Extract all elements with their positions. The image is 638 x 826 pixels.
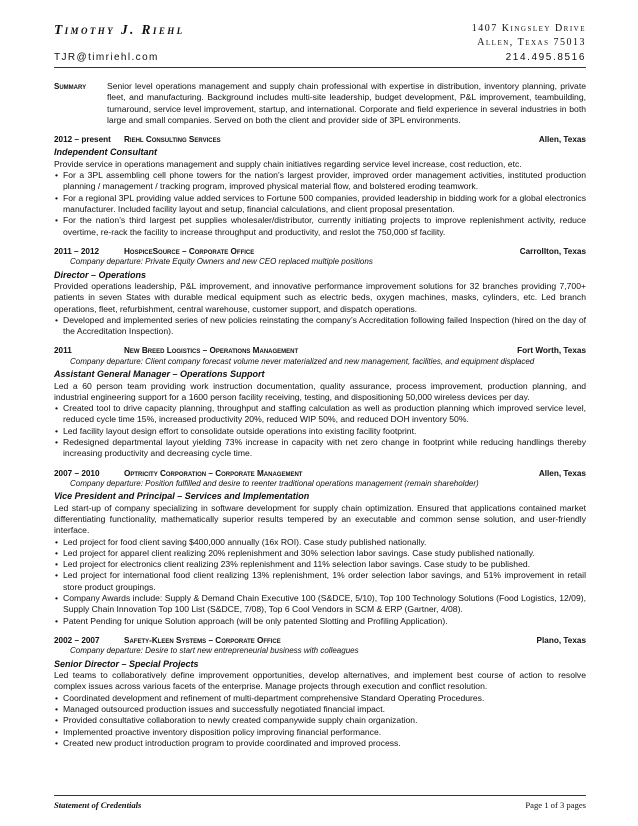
achievement-item: • For a 3PL assembling cell phone towers for the nation’s largest provider, improved order management activities, instituted production planning / management / tracking program, improved physical material flow, and bolstered eroding teamwork. <box>63 170 586 193</box>
job-achievements <box>54 403 586 459</box>
job-title: Vice President and Principal – Services and Implementation <box>54 491 310 502</box>
job-dates: 2002 – 2007 <box>54 635 100 645</box>
job-achievements <box>54 170 586 238</box>
achievement-item: • Led project for apparel client realizing 20% replenishment and 30% selection labor savings. Case study published nationally. <box>63 548 586 559</box>
job-achievements <box>54 693 586 749</box>
job-location: Carrollton, Texas <box>519 246 586 256</box>
achievement-item: • Company Awards include: Supply & Demand Chain Executive 100 (S&DCE, 5/10), Top 100 Technology Solutions (Food Logistics, 12/09), Supply Chain Innovation Top 100 List (S&DCE, 7/08), Top 6 Cool Vendors in SCM & ERP (Gartner, 4/08). <box>63 593 586 616</box>
job-location: Plano, Texas <box>536 635 586 645</box>
achievement-item: • Led facility layout design effort to consolidate outside operations into existing facility footprint. <box>63 426 586 437</box>
email-address[interactable]: TJR@timriehl.com <box>54 52 159 63</box>
summary-section <box>54 81 586 126</box>
experience-section <box>54 134 586 749</box>
achievement-item: • Provided consultative collaboration to newly created companywide supply chain organization. <box>63 715 586 726</box>
job-entry <box>54 635 586 749</box>
job-departure-note: Company departure: Desire to start new entrepreneurial business with colleagues <box>70 646 359 656</box>
job-dates: 2011 <box>54 346 72 356</box>
resume-body <box>54 81 586 749</box>
job-header-left <box>54 468 302 479</box>
job-entry <box>54 134 586 238</box>
achievement-item: • Redesigned departmental layout yielding 73% increase in capacity with net zero change in footprint while reducing handlings thereby increasing productivity and decreasing cycle time. <box>63 437 586 460</box>
job-header <box>54 345 586 356</box>
page-number: Page 1 of 3 pages <box>525 800 586 810</box>
job-achievements <box>54 315 586 338</box>
footer-document-title: Statement of Credentials <box>54 800 142 810</box>
candidate-name: Timothy J. Riehl <box>54 22 185 37</box>
job-dates: 2012 – present <box>54 135 111 145</box>
address-line-2: Allen, Texas 75013 <box>477 37 586 48</box>
mailing-address <box>472 22 586 50</box>
job-header-left <box>54 134 221 145</box>
job-entry <box>54 345 586 459</box>
achievement-item: • Patent Pending for unique Solution approach (will be only patented Slotting and Profiling Application). <box>63 616 586 627</box>
phone-number: 214.495.8516 <box>505 52 586 63</box>
job-header-left <box>54 345 298 356</box>
achievement-item: • Created tool to drive capacity planning, throughput and staffing calculation as well as production planning which improved service level, reduced cycle time 15%, increased productivity 20%, reduced WIP 50%, and reduced DOH inventory 50%. <box>63 403 586 426</box>
job-location: Fort Worth, Texas <box>517 346 586 356</box>
job-entry <box>54 468 586 627</box>
summary-label: Summary <box>54 82 87 91</box>
achievement-item: • Coordinated development and refinement of multi-department comprehensive Standard Operating Procedures. <box>63 693 586 704</box>
job-company: Optricity Corporation – Corporate Management <box>124 468 303 478</box>
header-divider <box>54 67 586 68</box>
job-title: Assistant General Manager – Operations Support <box>54 369 265 380</box>
job-dates: 2011 – 2012 <box>54 246 100 256</box>
achievement-item: • Implemented proactive inventory disposition policy improving financial performance. <box>63 727 586 738</box>
job-location: Allen, Texas <box>538 135 586 145</box>
job-title: Senior Director – Special Projects <box>54 658 199 669</box>
job-company: Safety-Kleen Systems – Corporate Office <box>124 635 281 645</box>
job-description: Led teams to collaboratively define improvement opportunities, develop alternatives, and implement best course of action to resolve complex issues across various facets of the enterprise. Manage projects through execution and conflict resolution. <box>54 670 586 692</box>
job-location: Allen, Texas <box>538 468 586 478</box>
job-company: New Breed Logistics – Operations Management <box>124 346 299 356</box>
job-departure-note: Company departure: Client company forecast volume never materialized and new management, facilities, and equipment displaced <box>70 356 535 366</box>
achievement-item: • Managed outsourced production issues and successfully negotiated financial impact. <box>63 704 586 715</box>
job-description: Provided operations leadership, P&L improvement, and innovative performance improvement solutions for 32 branches providing 7,700+ patients in seven States with durable medical equipment such as electric beds, oxygen machines, masks, cylinders, etc. Led branch operations, fleet, refurbishment, central warehouse, customer support, and dispatch operations. <box>54 280 586 314</box>
summary-text: Senior level operations management and supply chain professional with expertise in distribution, inventory planning, private fleet, and manufacturing. Background includes multi-site leadership, budget development, P&L improvement, teambuilding, turnaround, service level improvement, startup, and international. Corporate and field experience in several industries in both large and small companies. Served on both the client and provider side of 3PL environments. <box>107 81 586 125</box>
job-departure-note: Company departure: Private Equity Owners and new CEO replaced multiple positions <box>70 257 373 267</box>
achievement-item: • Led project for electronics client realizing 23% replenishment and 11% selection labor savings. Case study to be published. <box>63 559 586 570</box>
achievement-item: • Led project for international food client realizing 13% replenishment, 1% order selection labor savings, and 51% improvement in retail store product groupings. <box>63 570 586 593</box>
job-description: Led a 60 person team providing work instruction documentation, quality assurance, process improvement, production planning, and industrial engineering support for a 1600 person facility receiving, testing, and dispositioning 50,000 wireless devices per day. <box>54 380 586 402</box>
job-dates: 2007 – 2010 <box>54 468 100 478</box>
achievement-item: • Led project for food client saving $400,000 annually (16x ROI). Case study published nationally. <box>63 537 586 548</box>
page-footer <box>54 795 586 810</box>
job-achievements <box>54 537 586 627</box>
job-title: Director – Operations <box>54 269 147 280</box>
job-title: Independent Consultant <box>54 147 157 158</box>
achievement-item: • For the nation’s third largest pet supplies wholesaler/distributor, currently initiating projects to improve replenishment activity, reduce overtime, re-rack the facility to increase throughput and productivity, and reslot the 750,000 sf facility. <box>63 215 586 238</box>
job-description: Provide service in operations management and supply chain initiatives regarding service level increase, cost reduction, etc. <box>54 158 522 169</box>
job-company: Riehl Consulting Services <box>124 135 221 145</box>
job-entry <box>54 246 586 338</box>
address-line-1: 1407 Kingsley Drive <box>471 23 586 34</box>
job-departure-note: Company departure: Position fulfilled and desire to reenter traditional operations management (remain shareholder) <box>70 478 479 488</box>
job-header <box>54 468 586 479</box>
job-header-left <box>54 635 281 646</box>
achievement-item: • Created new product introduction program to provide coordinated and improved process. <box>63 738 586 749</box>
achievement-item: • For a regional 3PL providing value added services to Fortune 500 companies, provided leadership in bidding work for a global electronics manufacturer. Included facility layout and setup, financial calculations, and client proposal presentation. <box>63 193 586 216</box>
job-header-left <box>54 246 254 257</box>
job-header <box>54 246 586 257</box>
achievement-item: • Developed and implemented series of new policies reinstating the company’s Accreditation following failed Inspection (hired on the day of the Accreditation Inspection). <box>63 315 586 338</box>
job-description: Led start-up of company specializing in software development for supply chain optimization. Ensured that applications contained market differentiating functionality, mathematically superior results tempered by an executable and common sense solution, and user-friendly interface. <box>54 502 586 536</box>
job-header <box>54 134 586 145</box>
job-header <box>54 635 586 646</box>
job-company: HospiceSource – Corporate Office <box>124 246 255 256</box>
